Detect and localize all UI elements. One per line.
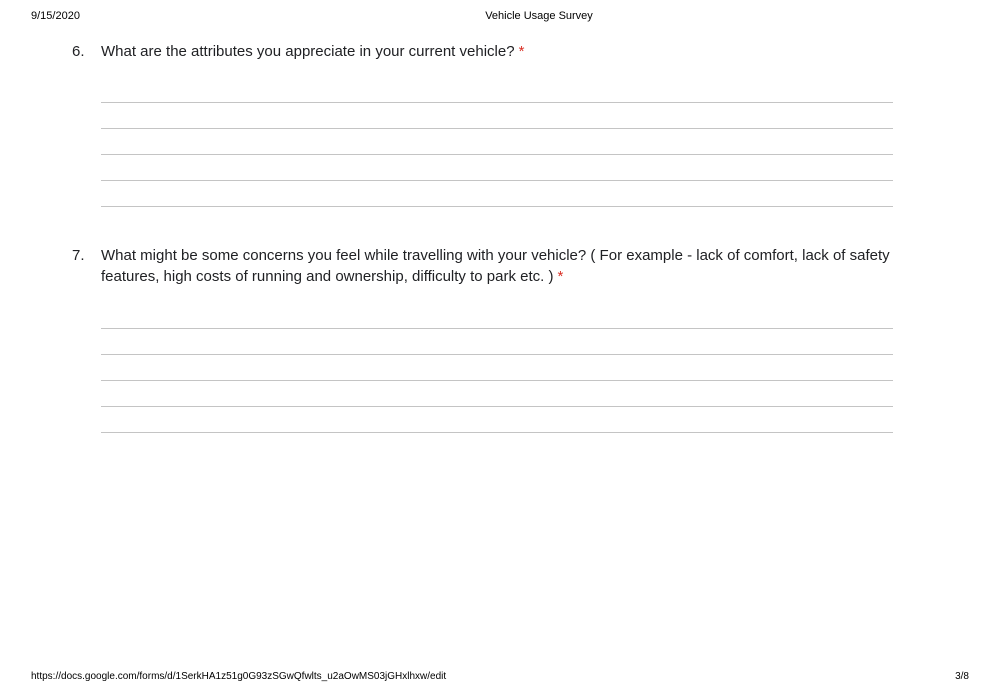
answer-line: [101, 432, 893, 433]
question-number: 7.: [72, 247, 85, 264]
answer-line: [101, 102, 893, 103]
answer-line: [101, 406, 893, 407]
answer-line: [101, 328, 893, 329]
question-text: [101, 41, 893, 62]
question-text: [101, 245, 893, 287]
page-url: https://docs.google.com/forms/d/1SerkHA1z51g0G93zSGwQfwlts_u2aOwMS03jGHxlhxw/edit: [31, 671, 447, 682]
answer-line: [101, 128, 893, 129]
required-asterisk: *: [557, 268, 564, 285]
answer-line: [101, 354, 893, 355]
document-title: Vehicle Usage Survey: [485, 10, 593, 22]
print-date: 9/15/2020: [31, 10, 80, 22]
answer-line: [101, 206, 893, 207]
required-asterisk: *: [518, 43, 525, 60]
answer-line: [101, 154, 893, 155]
question-label: What are the attributes you appreciate in your current vehicle?: [101, 43, 515, 60]
question-number: 6.: [72, 43, 85, 60]
page-number: 3/8: [955, 671, 969, 682]
answer-line: [101, 180, 893, 181]
answer-line: [101, 380, 893, 381]
question-label: What might be some concerns you feel while travelling with your vehicle? ( For example - lack of comfort, lack of safety features, high costs of running and ownership, difficulty to park etc. ): [101, 247, 890, 285]
